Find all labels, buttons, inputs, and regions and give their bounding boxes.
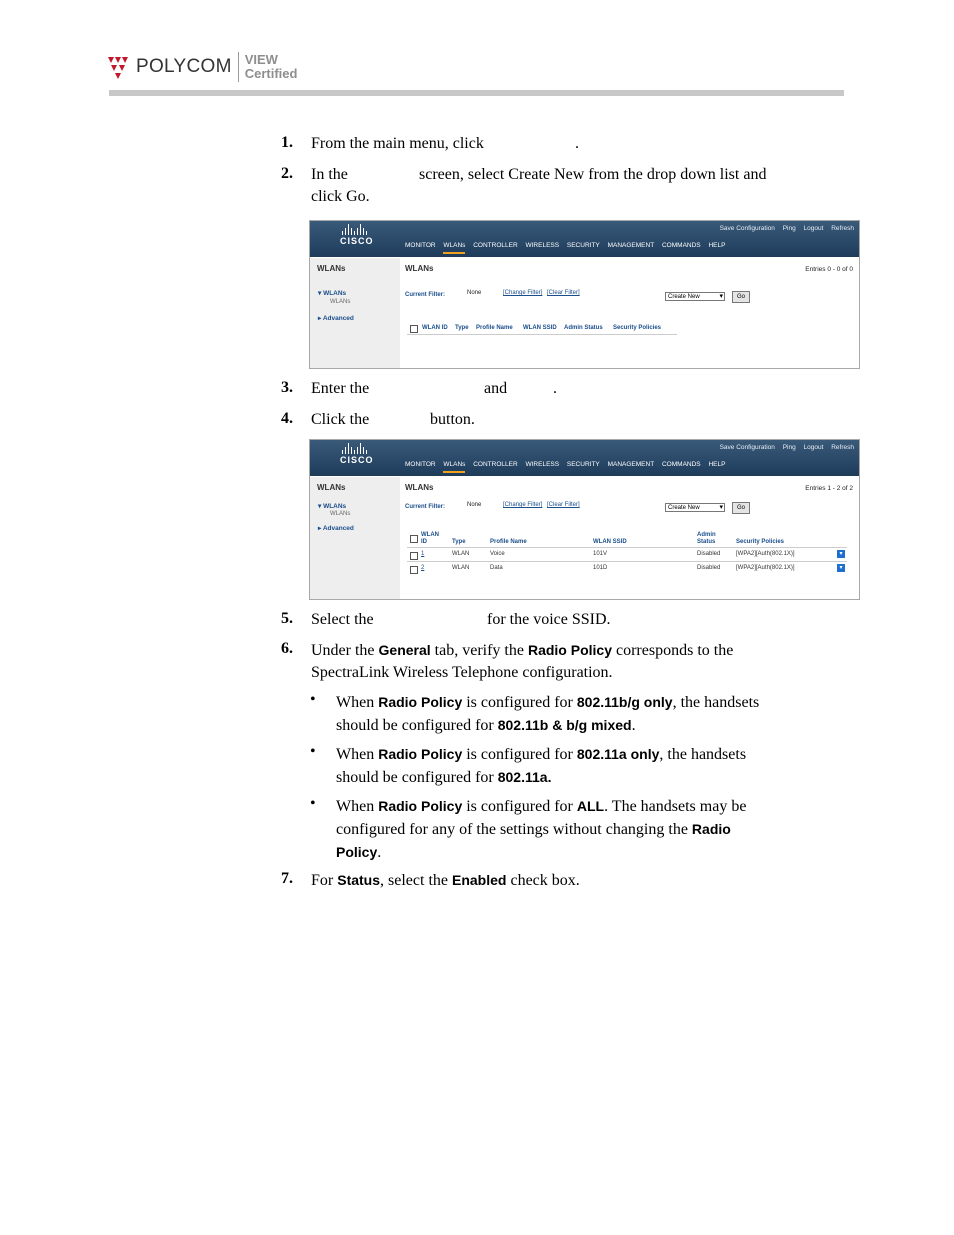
cisco-logo xyxy=(340,443,374,465)
nav-controller[interactable]: CONTROLLER xyxy=(473,242,518,249)
nav-help[interactable]: HELP xyxy=(708,461,726,468)
clear-filter-link[interactable]: [Clear Filter] xyxy=(547,502,580,508)
cisco-bars-icon xyxy=(342,443,374,454)
cisco-bars-icon xyxy=(342,224,374,235)
step-number: 3. xyxy=(281,379,293,396)
nav-wireless[interactable]: WIRELESS xyxy=(525,242,560,249)
action-select[interactable]: Create New ▾ xyxy=(665,503,725,512)
nav-wlans[interactable]: WLANs xyxy=(443,242,465,254)
step-number: 7. xyxy=(281,870,293,887)
cisco-topbar xyxy=(310,221,859,257)
sidebar-subitem-wlans[interactable]: WLANs xyxy=(330,511,351,517)
wlan-ssid: 101D xyxy=(593,565,608,571)
nav-management[interactable]: MANAGEMENT xyxy=(607,242,655,249)
bullet-text: When Radio Policy is configured for ALL. The handsets may be configured for any of the settings without changing the Radio Policy. xyxy=(336,798,747,861)
sidebar-item-wlans[interactable]: ▾ WLANs xyxy=(318,290,347,297)
step-text: From the main menu, click xyxy=(311,135,484,152)
page-title: WLANs xyxy=(405,483,434,492)
clear-filter-link[interactable]: [Clear Filter] xyxy=(547,290,580,296)
bullet-text: When Radio Policy is configured for 802.11b/g only, the handsets should be configured for 802.11b & b/g mixed. xyxy=(336,694,760,734)
action-select[interactable]: Create New ▾ xyxy=(665,292,725,301)
col-id: ID xyxy=(421,539,427,545)
ping-link[interactable]: Ping xyxy=(782,225,796,232)
admin-status: Disabled xyxy=(697,551,721,557)
view-certified xyxy=(245,53,298,81)
row-divider xyxy=(407,561,847,562)
logo-divider xyxy=(238,52,239,82)
row-checkbox[interactable] xyxy=(410,552,418,560)
logout-link[interactable]: Logout xyxy=(803,444,824,451)
step-text: In the xyxy=(311,166,348,183)
go-button[interactable]: Go xyxy=(732,502,750,514)
ping-link[interactable]: Ping xyxy=(782,444,796,451)
step-text: . xyxy=(575,135,579,152)
cisco-topbar xyxy=(310,440,859,476)
sidebar-item-wlans[interactable]: ▾ WLANs xyxy=(318,503,347,510)
main-panel xyxy=(402,258,859,368)
step-text: Select the xyxy=(311,611,374,628)
polycom-mark-icon xyxy=(104,53,132,81)
step-number: 2. xyxy=(281,165,293,182)
nav-wlans[interactable]: WLANs xyxy=(443,461,465,473)
wlan-ssid: 101V xyxy=(593,551,608,557)
step-text: for the voice SSID. xyxy=(487,611,611,628)
nav-commands[interactable]: COMMANDS xyxy=(661,461,701,468)
security-policies: [WPA2][Auth(802.1X)] xyxy=(736,551,795,557)
row-checkbox[interactable] xyxy=(410,566,418,574)
row-menu-arrow-icon[interactable]: ▾ xyxy=(837,550,845,558)
change-filter-link[interactable]: [Change Filter] xyxy=(503,502,543,508)
col-wlan-id: WLAN ID xyxy=(422,325,448,331)
security-policies: [WPA2][Auth(802.1X)] xyxy=(736,565,795,571)
step-text: button. xyxy=(430,411,475,428)
cisco-word: CISCO xyxy=(340,236,374,246)
nav-controller[interactable]: CONTROLLER xyxy=(473,461,518,468)
select-all-checkbox[interactable] xyxy=(410,325,418,333)
wlan-type: WLAN xyxy=(452,551,470,557)
bullet-dot: • xyxy=(310,691,316,708)
col-security-policies: Security Policies xyxy=(613,325,662,331)
save-configuration-link[interactable]: Save Configuration xyxy=(719,225,775,232)
step-number: 4. xyxy=(281,410,293,427)
go-button[interactable]: Go xyxy=(732,291,750,303)
row-menu-arrow-icon[interactable]: ▾ xyxy=(837,564,845,572)
profile-name: Voice xyxy=(490,551,505,557)
step-text: screen, select Create New from the drop down list and xyxy=(419,166,767,183)
sidebar xyxy=(310,477,400,599)
col-admin-status: Admin Status xyxy=(564,325,603,331)
cisco-word: CISCO xyxy=(340,455,374,465)
step-text: and xyxy=(484,380,508,397)
refresh-link[interactable]: Refresh xyxy=(831,444,854,451)
admin-status: Disabled xyxy=(697,565,721,571)
brand-name: POLYCOM xyxy=(136,56,232,77)
nav-wireless[interactable]: WIRELESS xyxy=(525,461,560,468)
sidebar-item-advanced[interactable]: ▸ Advanced xyxy=(318,525,354,532)
nav-security[interactable]: SECURITY xyxy=(566,461,600,468)
step-number: 1. xyxy=(281,134,293,151)
page-title: WLANs xyxy=(405,264,434,273)
sidebar-item-advanced[interactable]: ▸ Advanced xyxy=(318,315,354,322)
refresh-link[interactable]: Refresh xyxy=(831,225,854,232)
polycom-logo xyxy=(104,52,297,82)
wlan-type: WLAN xyxy=(452,565,470,571)
step-number: 6. xyxy=(281,640,293,657)
step-text: Enter the xyxy=(311,380,370,397)
change-filter-link[interactable]: [Change Filter] xyxy=(503,290,543,296)
current-filter-label: Current Filter: xyxy=(405,504,446,510)
radio-policy-term: Radio Policy xyxy=(527,642,612,658)
bullet-dot: • xyxy=(310,795,316,812)
sidebar-subitem-wlans[interactable]: WLANs xyxy=(330,299,351,305)
view-line2: Certified xyxy=(244,66,298,81)
general-term: General xyxy=(378,642,431,658)
step-text: Click the xyxy=(311,411,370,428)
step-text: . xyxy=(553,380,557,397)
nav-management[interactable]: MANAGEMENT xyxy=(607,461,655,468)
wlan-id-link[interactable]: 1 xyxy=(421,551,425,557)
col-wlan-ssid: WLAN SSID xyxy=(523,325,557,331)
nav-monitor[interactable]: MONITOR xyxy=(405,461,436,468)
col-admin: Admin xyxy=(697,532,716,538)
top-links xyxy=(714,444,854,451)
current-filter-value: None xyxy=(467,290,482,296)
col-wlan-ssid: WLAN SSID xyxy=(593,539,627,545)
status-term: Status xyxy=(337,872,381,888)
sidebar-title: WLANs xyxy=(317,483,346,492)
enabled-term: Enabled xyxy=(452,872,507,888)
view-line1: VIEW xyxy=(244,52,278,67)
col-type: Type xyxy=(452,539,466,545)
header-divider xyxy=(407,334,677,335)
step-text: click Go. xyxy=(311,188,370,205)
save-configuration-link[interactable]: Save Configuration xyxy=(719,444,775,451)
main-nav xyxy=(405,461,731,468)
col-security-policies: Security Policies xyxy=(736,539,785,545)
select-all-checkbox[interactable] xyxy=(410,535,418,543)
cisco-logo xyxy=(340,224,374,246)
step-text: For Status, select the Enabled check box. xyxy=(311,872,580,889)
current-filter-value: None xyxy=(467,502,482,508)
nav-monitor[interactable]: MONITOR xyxy=(405,242,436,249)
nav-commands[interactable]: COMMANDS xyxy=(661,242,701,249)
entries-count: Entries 0 - 0 of 0 xyxy=(805,266,853,273)
sidebar-title: WLANs xyxy=(317,264,346,273)
current-filter-label: Current Filter: xyxy=(405,292,446,298)
col-profile-name: Profile Name xyxy=(490,539,527,545)
step-text: Under the General tab, verify the Radio Policy corresponds to the SpectraLink Wireless Telephone configuration. xyxy=(311,642,734,681)
top-links xyxy=(714,225,854,232)
entries-count: Entries 1 - 2 of 2 xyxy=(805,485,853,492)
header-rule xyxy=(109,90,844,96)
wlan-id-link[interactable]: 2 xyxy=(421,565,425,571)
logout-link[interactable]: Logout xyxy=(803,225,824,232)
bullet-dot: • xyxy=(310,743,316,760)
step-number: 5. xyxy=(281,610,293,627)
nav-security[interactable]: SECURITY xyxy=(566,242,600,249)
col-profile-name: Profile Name xyxy=(476,325,513,331)
main-nav xyxy=(405,242,731,249)
wlans-screenshot-empty xyxy=(309,220,860,369)
col-status: Status xyxy=(697,539,716,545)
header-divider xyxy=(407,547,847,548)
col-wlan: WLAN xyxy=(421,532,439,538)
nav-help[interactable]: HELP xyxy=(708,242,726,249)
profile-name: Data xyxy=(490,565,503,571)
main-panel xyxy=(402,477,859,599)
bullet-text: When Radio Policy is configured for 802.11a only, the handsets should be configured for 802.11a. xyxy=(336,746,747,786)
col-type: Type xyxy=(455,325,469,331)
wlans-screenshot-list xyxy=(309,439,860,600)
sidebar xyxy=(310,258,400,368)
